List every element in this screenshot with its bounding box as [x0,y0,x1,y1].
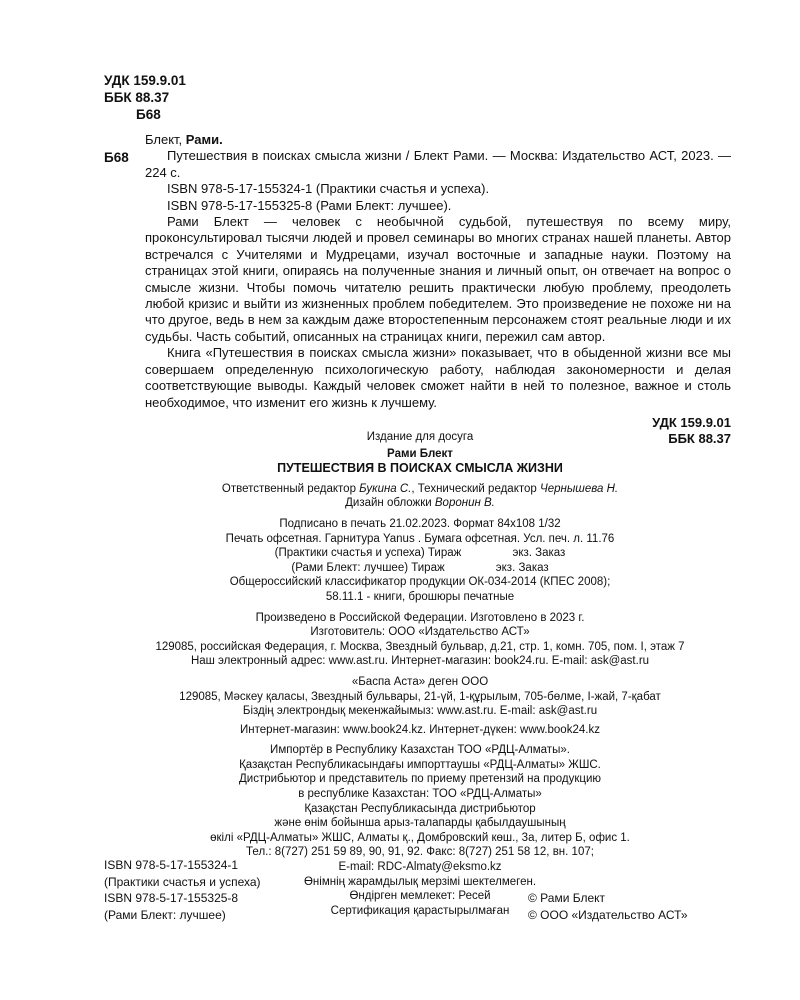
catalog-cutter: Б68 [104,150,129,165]
classifier-line: Общероссийский классификатор продукции ОК-034-2014 (КПЕС 2008); [229,576,611,589]
importer-line: Тел.: 8(727) 251 59 89, 90, 91, 92. Факс: 8(727) 251 58 12, вн. 107; [246,846,594,859]
importer-line: Өндірген мемлекет: Ресей [349,890,491,903]
bbk-code: ББК 88.37 [104,90,170,105]
annotation-paragraph-1: Рами Блект — человек с необычной судьбой, путешествуя по всему миру, проконсультировал тысячи людей и провел семинары во многих странах нашей планеты. Автор встречался с Учителями и Мудрецами, изучал восточные и западные науки. Поэтому на страницах этой книги, опираясь на полученные знания и личный опыт, он отвечает на вопрос о смысле жизни. Чтобы помочь читателю решить практически любую проблему, преодолеть любой кризис и выйти из жизненных проблем победителем. Это произведение не похоже ни на что другое, ведь в нем за каждым даже второстепенным персонажем стоят реальные люди и их судьбы. Часть событий, описанных на страницах книги, пережил сам автор. [145,214,731,344]
importer-line: Қазақстан Республикасында дистрибьютор [304,802,536,815]
annotation-paragraph-2: Книга «Путешествия в поисках смысла жизни» показывает, что в обыденной жизни все мы совершаем определенную психологическую работу, наблюдая закономерности и делая соответствующие выводы. Каждый человек сможет найти в ней то полезное, важное и столь необходимое, что изменит его жизнь к лучшему. [145,345,731,410]
importer-line: Сертификация қарастырылмаған [330,904,510,917]
footer-isbn-2: ISBN 978-5-17-155325-8 [104,891,239,905]
footer-isbn-block [104,857,261,923]
production-line: 129085, российская Федерация, г. Москва, Звездный бульвар, д.21, стр. 1, комн. 705, пом. I, этаж 7 [155,640,685,653]
importer-line: Дистрибьютор и представитель по приему претензий на продукцию [239,773,601,786]
copyright-block [528,890,688,923]
importer-line: в республике Казахстан: ТОО «РДЦ-Алматы» [298,788,542,801]
udk-code: УДК 159.9.01 [104,73,186,88]
isbn-line-1: ISBN 978-5-17-155324-1 (Практики счастья и успеха). [167,181,490,197]
importer-line: Қазақстан Республикасындағы импорттаушы «РДЦ-Алматы» ЖШС. [239,758,601,771]
catalog-bbk: ББК 88.37 [668,431,731,447]
edition-type: Издание для досуга [366,431,474,443]
title-line: Путешествия в поисках смысла жизни / Блект Рами. — Москва: Издательство АСТ, 2023. — 224 с. [145,148,731,180]
classifier-line: 58.11.1 - книги, брошюры печатные [325,590,515,603]
cutter-code: Б68 [136,107,161,122]
catalog-card [145,132,731,448]
catalog-udk: УДК 159.9.01 [652,414,731,430]
isbn-line-2: ISBN 978-5-17-155325-8 (Рами Блект: лучшее). [167,197,452,213]
production-line: Наш электронный адрес: www.ast.ru. Интернет-магазин: book24.ru. E-mail: ask@ast.ru [190,655,650,668]
internet-shop-line: Интернет-магазин: www.book24.kz. Интернет-дүкен: www.book24.kz [240,723,600,736]
footer-series-2: (Рами Блект: лучшее) [104,907,226,922]
importer-line: E-mail: RDC-Almaty@eksmo.kz [338,861,502,874]
author-heading: Блект, Рами. [145,132,223,147]
print-line: Печать офсетная. Гарнитура Yanus . Бумага офсетная. Усл. печ. л. 11.76 [225,532,615,545]
footer-isbn-1: ISBN 978-5-17-155324-1 [104,858,239,872]
imprint-title: ПУТЕШЕСТВИЯ В ПОИСКАХ СМЫСЛА ЖИЗНИ [277,461,563,476]
footer-series-1: (Практики счастья и успеха) [104,874,261,889]
print-line: (Практики счастья и успеха) Тираж экз. Заказ [274,547,566,560]
classification-codes [104,72,186,123]
imprint-author: Рами Блект [387,447,453,460]
editors-line: Ответственный редактор Букина С., Технический редактор Чернышева Н. [221,482,619,495]
imprint-block [104,430,736,918]
copyright-author: © Рами Блект [528,891,606,905]
print-line: (Рами Блект: лучшее) Тираж экз. Заказ [291,561,549,574]
production-line: Изготовитель: ООО «Издательство АСТ» [310,626,530,639]
kazakh-line: Біздің электрондық мекенжайымыз: www.ast.ru. E-mail: ask@ast.ru [242,705,598,718]
importer-line: Импортёр в Республику Казахстан ТОО «РДЦ-Алматы». [270,744,570,757]
kazakh-line: «Баспа Аста» деген ООО [351,675,489,688]
cover-design-line: Дизайн обложки Воронин В. [345,497,495,510]
production-line: Произведено в Российской Федерации. Изготовлено в 2023 г. [255,611,585,624]
kazakh-line: 129085, Мәскеу қаласы, Звездный бульвары, 21-үй, 1-құрылым, 705-бөлме, I-жай, 7-қабат [179,690,661,703]
importer-line: өкілі «РДЦ-Алматы» ЖШС, Алматы қ., Домбровский көш., 3а, литер Б, офис 1. [210,831,630,844]
print-line: Подписано в печать 21.02.2023. Формат 84х108 1/32 [279,517,561,530]
importer-line: және өнім бойынша арыз-талапарды қабылдаушының [274,817,566,830]
copyright-publisher: © ООО «Издательство АСТ» [528,907,688,922]
importer-line: Өнімнің жарамдылық мерзімі шектелмеген. [303,875,537,888]
